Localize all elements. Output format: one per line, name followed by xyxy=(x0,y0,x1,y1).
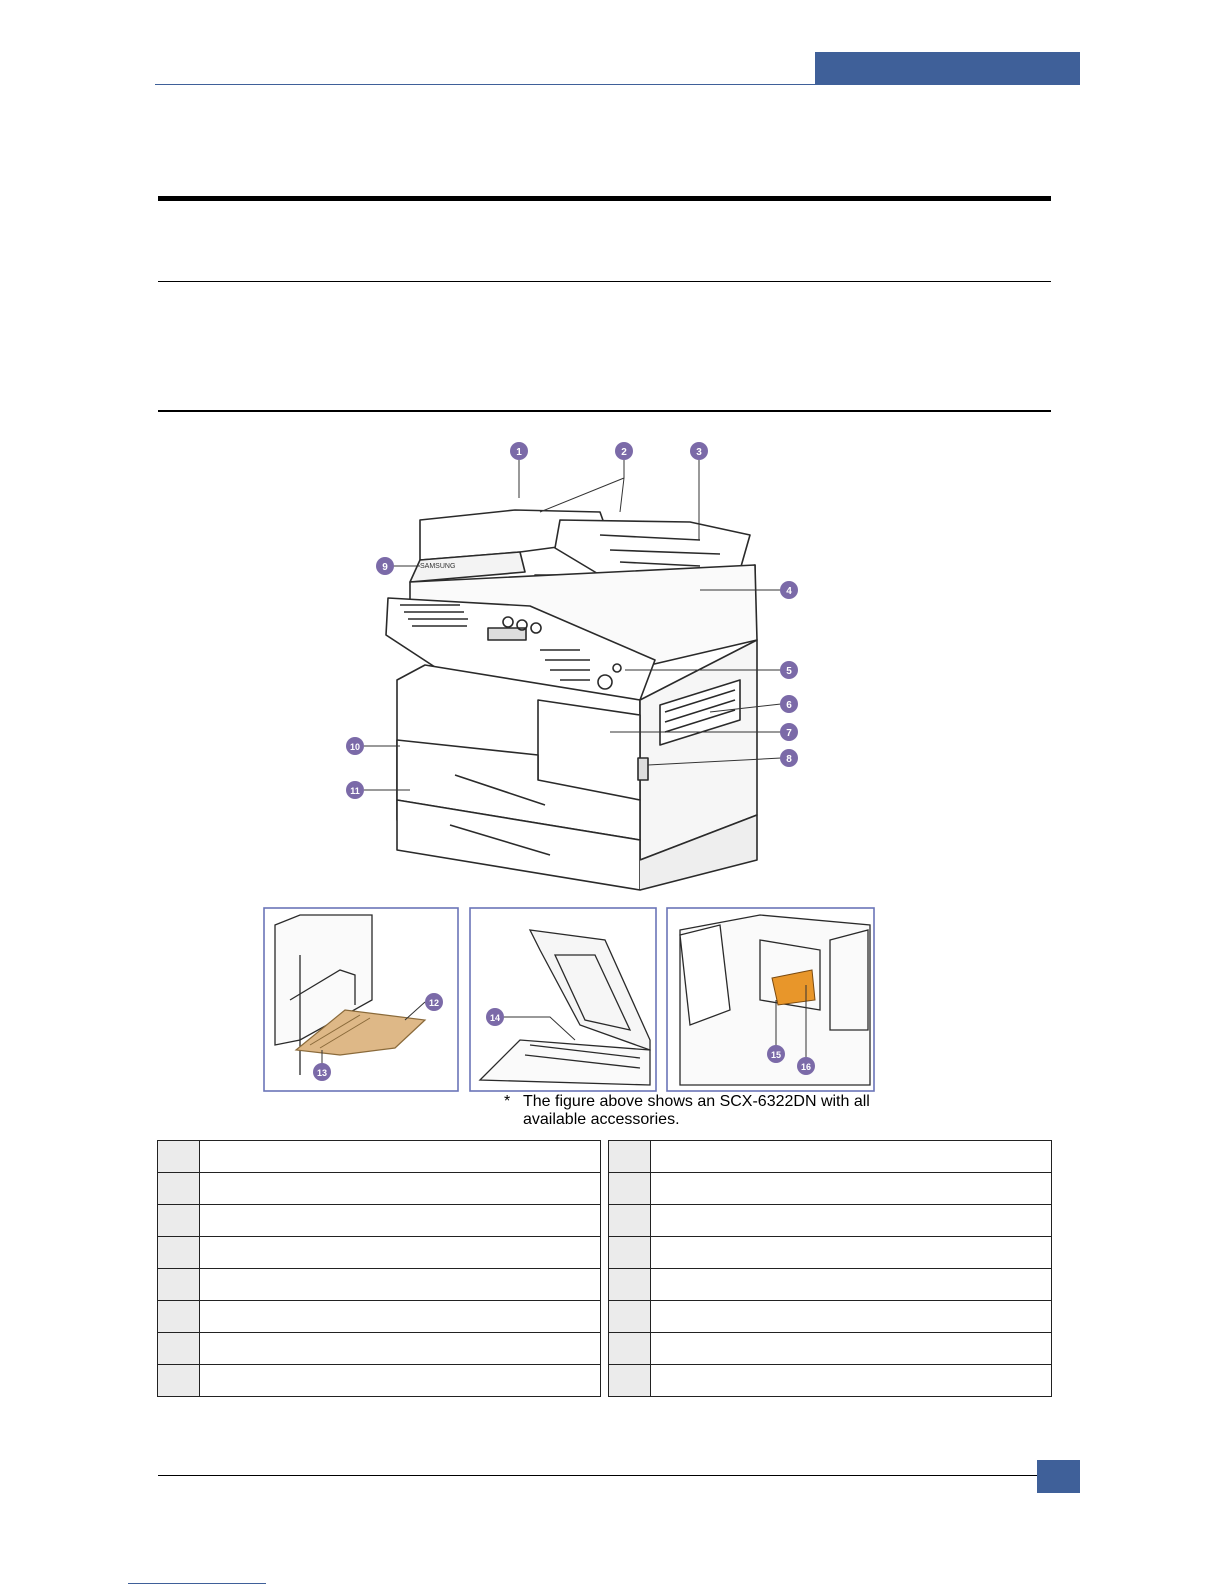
parts-table-right xyxy=(608,1140,1052,1397)
label-cell xyxy=(651,1141,1052,1173)
number-cell xyxy=(609,1173,651,1205)
number-cell xyxy=(158,1333,200,1365)
label-cell xyxy=(651,1269,1052,1301)
table-row xyxy=(609,1333,1052,1365)
callout-15: 15 xyxy=(770,1050,782,1060)
inset-scanner-glass xyxy=(470,908,656,1091)
callout-8: 8 xyxy=(786,754,792,765)
inset-manual-feeder xyxy=(264,908,458,1091)
number-cell xyxy=(609,1205,651,1237)
label-cell xyxy=(200,1237,601,1269)
callout-9: 9 xyxy=(382,562,388,573)
table-row xyxy=(158,1365,601,1397)
number-cell xyxy=(609,1333,651,1365)
callout-16: 16 xyxy=(800,1062,812,1072)
side-latch xyxy=(638,758,648,780)
label-cell xyxy=(200,1301,601,1333)
callout-4: 4 xyxy=(786,586,792,597)
label-cell xyxy=(200,1205,601,1237)
table-row xyxy=(609,1173,1052,1205)
label-cell xyxy=(651,1365,1052,1397)
callout-2: 2 xyxy=(621,447,627,458)
callout-14: 14 xyxy=(489,1013,501,1023)
table-row xyxy=(609,1269,1052,1301)
table-row xyxy=(609,1365,1052,1397)
parts-table-left xyxy=(157,1140,601,1397)
note-text: The figure above shows an SCX-6322DN with all available accessories. xyxy=(523,1093,870,1128)
label-cell xyxy=(200,1333,601,1365)
number-cell xyxy=(609,1141,651,1173)
page-number-box xyxy=(1037,1460,1080,1493)
callout-10: 10 xyxy=(349,742,361,752)
callout-1: 1 xyxy=(516,447,522,458)
table-row xyxy=(609,1301,1052,1333)
number-cell xyxy=(158,1237,200,1269)
callout-13: 13 xyxy=(316,1068,328,1078)
callout-7: 7 xyxy=(786,728,792,739)
label-cell xyxy=(651,1237,1052,1269)
bottom-link-underline[interactable] xyxy=(128,1583,266,1584)
table-row xyxy=(609,1237,1052,1269)
number-cell xyxy=(609,1269,651,1301)
number-cell xyxy=(158,1205,200,1237)
number-cell xyxy=(158,1269,200,1301)
number-cell xyxy=(609,1365,651,1397)
callout-5: 5 xyxy=(786,666,792,677)
table-row xyxy=(158,1269,601,1301)
table-row xyxy=(158,1205,601,1237)
label-cell xyxy=(200,1141,601,1173)
number-cell xyxy=(158,1301,200,1333)
callout-12: 12 xyxy=(428,998,440,1008)
table-row xyxy=(158,1237,601,1269)
inset-toner-cartridge xyxy=(667,908,874,1091)
table-row xyxy=(158,1173,601,1205)
label-cell xyxy=(200,1365,601,1397)
label-cell xyxy=(200,1269,601,1301)
callout-3: 3 xyxy=(696,447,702,458)
table-row xyxy=(609,1205,1052,1237)
figure-note xyxy=(500,1093,900,1129)
note-marker: * xyxy=(504,1093,511,1110)
label-cell xyxy=(651,1301,1052,1333)
callout-6: 6 xyxy=(786,700,792,711)
label-cell xyxy=(651,1173,1052,1205)
callout-11: 11 xyxy=(350,786,360,796)
number-cell xyxy=(158,1173,200,1205)
number-cell xyxy=(609,1237,651,1269)
table-row xyxy=(158,1333,601,1365)
table-row xyxy=(158,1141,601,1173)
table-row xyxy=(609,1141,1052,1173)
number-cell xyxy=(158,1141,200,1173)
number-cell xyxy=(609,1301,651,1333)
footer-rule xyxy=(158,1475,1038,1476)
label-cell xyxy=(200,1173,601,1205)
brand-logo-text: SAMSUNG xyxy=(420,563,456,570)
table-row xyxy=(158,1301,601,1333)
label-cell xyxy=(651,1205,1052,1237)
number-cell xyxy=(158,1365,200,1397)
label-cell xyxy=(651,1333,1052,1365)
